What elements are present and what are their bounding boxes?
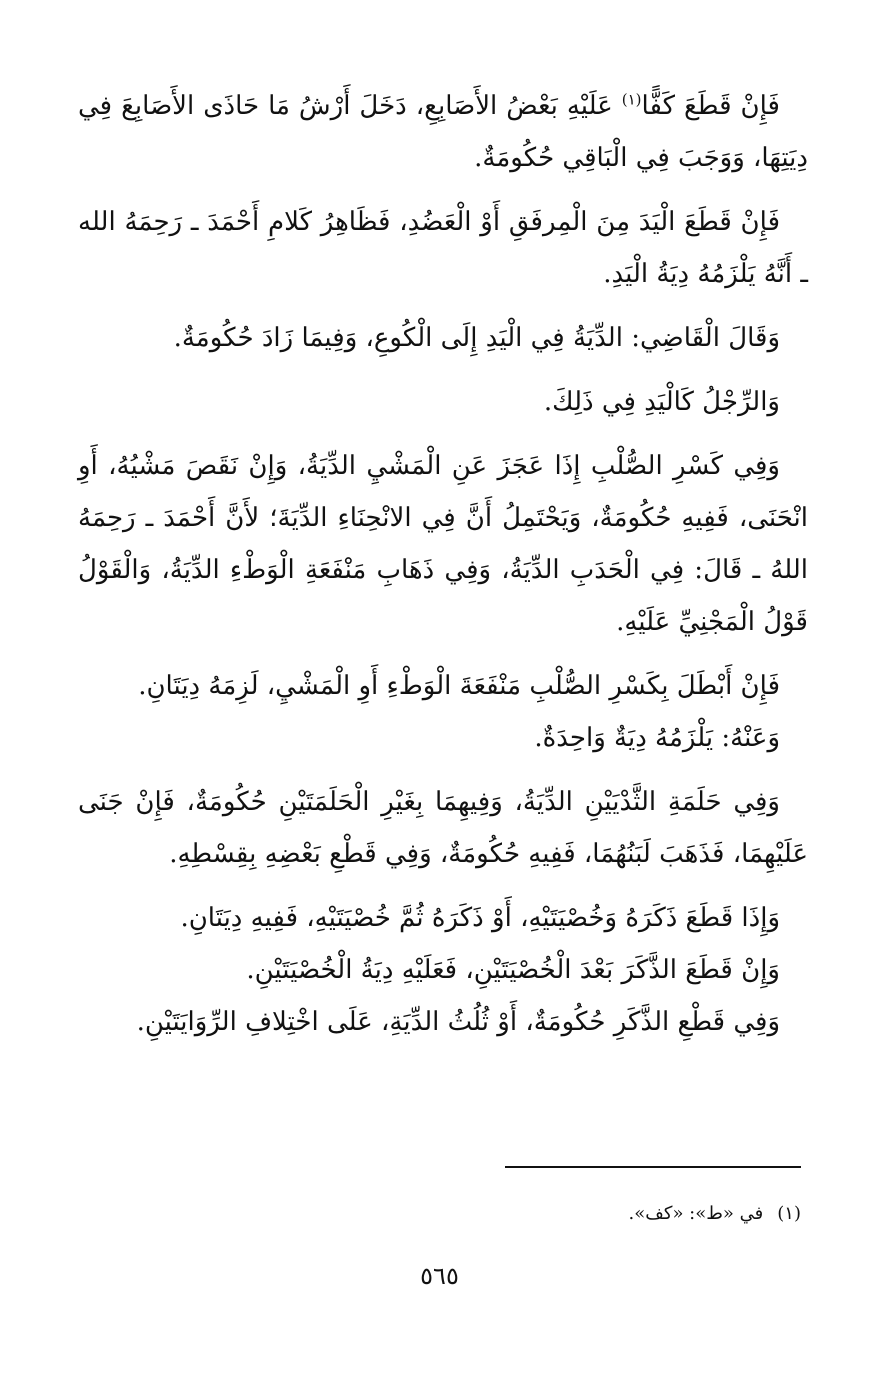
paragraph-5: وَفِي كَسْرِ الصُّلْبِ إِذَا عَجَزَ عَنِ الْمَشْيِ الدِّيَةُ، وَإِنْ نَقَصَ مَشْيُهُ، أَوِ انْحَنَى، فَفِيهِ حُكُومَةٌ، وَيَحْتَمِلُ أَنَّ فِي الانْحِنَاءِ الدِّيَةَ؛ لأَنَّ أَحْمَدَ ـ رَحِمَهُ اللهُ ـ قَالَ: فِي الْحَدَبِ الدِّيَةُ، وَفِي ذَهَابِ مَنْفَعَةِ الْوَطْءِ الدِّيَةُ، وَالْقَوْلُ قَوْلُ الْمَجْنِيِّ عَلَيْهِ. (78, 451, 808, 637)
paragraph-7: وَعَنْهُ: يَلْزَمُهُ دِيَةٌ وَاحِدَةٌ. (534, 723, 780, 753)
paragraph-10: وَإِنْ قَطَعَ الذَّكَرَ بَعْدَ الْخُصْيَتَيْنِ، فَعَلَيْهِ دِيَةُ الْخُصْيَتَيْنِ. (246, 955, 780, 985)
footnote-number: (١) (777, 1203, 801, 1224)
paragraph-1 (78, 80, 808, 184)
paragraph-6: فَإِنْ أَبْطَلَ بِكَسْرِ الصُّلْبِ مَنْفَعَةَ الْوَطْءِ أَوِ الْمَشْيِ، لَزِمَهُ دِيَتَانِ. (138, 671, 780, 701)
paragraph-9: وَإِذَا قَطَعَ ذَكَرَهُ وَخُصْيَتَيْهِ، أَوْ ذَكَرَهُ ثُمَّ خُصْيَتَيْهِ، فَفِيهِ دِيَتَانِ. (180, 903, 780, 933)
paragraph-1-rest: عَلَيْهِ بَعْضُ الأَصَابِعِ، دَخَلَ أَرْشُ مَا حَاذَى الأَصَابِعَ فِي دِيَتِهَا، وَوَجَبَ فِي الْبَاقِي حُكُومَةٌ. (78, 91, 808, 173)
footnote-reference: (١) (621, 90, 642, 109)
footnote (71, 1200, 801, 1228)
paragraph-2: فَإِنْ قَطَعَ الْيَدَ مِنَ الْمِرفَقِ أَوْ الْعَضُدِ، فَظَاهِرُ كَلامِ أَحْمَدَ ـ رَحِمَهُ الله ـ أَنَّهُ يَلْزَمُهُ دِيَةُ الْيَدِ. (78, 207, 808, 289)
paragraph-1-start: فَإِنْ قَطَعَ كَفًّا (641, 91, 780, 121)
paragraph-4: وَالرِّجْلُ كَالْيَدِ فِي ذَلِكَ. (543, 387, 780, 417)
paragraph-11: وَفِي قَطْعِ الذَّكَرِ حُكُومَةٌ، أَوْ ثُلُثُ الدِّيَةِ، عَلَى اخْتِلافِ الرِّوَايَتَيْنِ. (136, 1007, 780, 1037)
page-number: ٥٦٥ (420, 1262, 459, 1290)
main-text (78, 80, 808, 1048)
footnote-text: في «ط»: «كف». (628, 1203, 764, 1224)
footnote-divider (505, 1166, 801, 1168)
paragraph-8: وَفِي حَلَمَةِ الثَّدْيَيْنِ الدِّيَةُ، وَفِيهِمَا بِغَيْرِ الْحَلَمَتَيْنِ حُكُومَةٌ، فَإِنْ جَنَى عَلَيْهِمَا، فَذَهَبَ لَبَنُهُمَا، فَفِيهِ حُكُومَةٌ، وَفِي قَطْعِ بَعْضِهِ بِقِسْطِهِ. (78, 787, 808, 869)
paragraph-3: وَقَالَ الْقَاضِي: الدِّيَةُ فِي الْيَدِ إِلَى الْكُوعِ، وَفِيمَا زَادَ حُكُومَةٌ. (173, 323, 780, 353)
